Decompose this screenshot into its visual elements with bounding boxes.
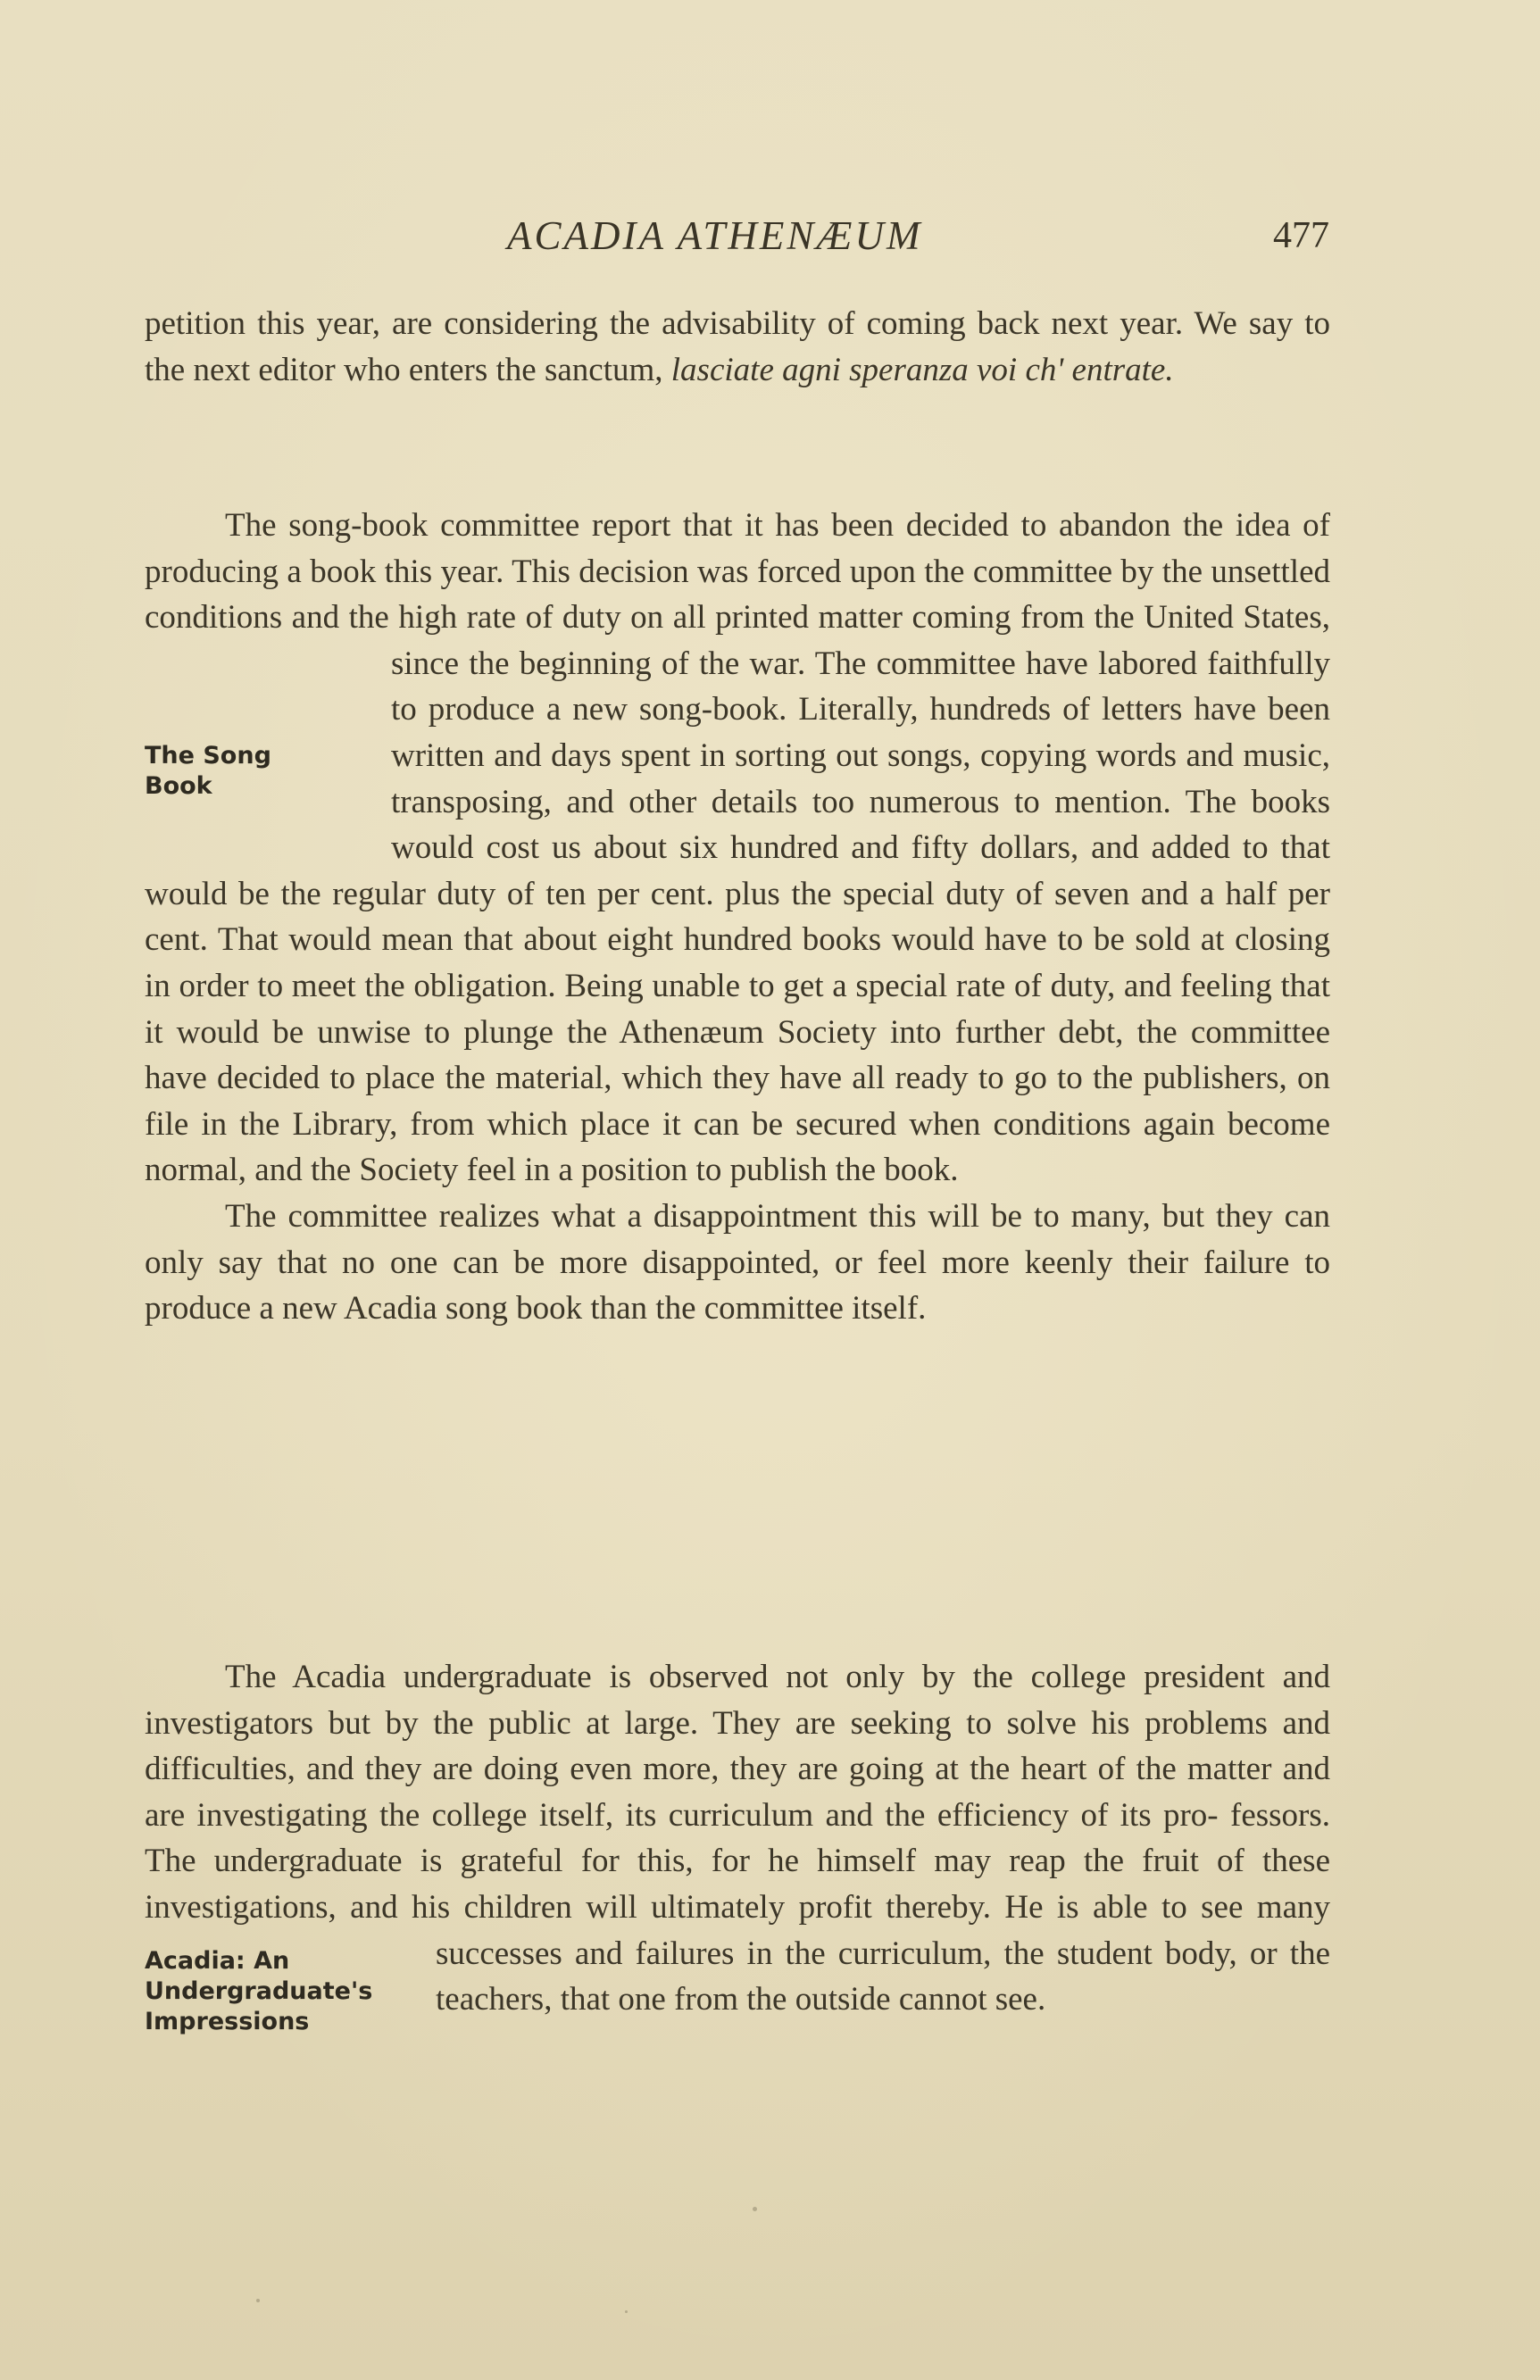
side-note-line: Book xyxy=(145,772,212,800)
paper-speck xyxy=(625,2310,628,2313)
paper-speck xyxy=(256,2299,260,2302)
acadia-section xyxy=(145,1654,1330,2207)
side-note-song-book xyxy=(145,741,350,802)
side-note-line: The Song xyxy=(145,742,271,770)
paragraph-text: The Acadia undergraduate is observed not only by the college president and investigators but by the public at large. They are seeking to solve his problems and difficulties, and they are doing even more, they are going at the heart of the matter and are investigating the college itself, its curriculum and the efficiency of its pro- xyxy=(145,1659,1330,1834)
song-book-section xyxy=(145,503,1330,1332)
paragraph-text: fessors. The undergraduate is grateful for this, for he himself may reap the fruit of these investigations, and his children will ultimately profit thereby. He is able to see many successes and failures in the curriculum, the student body, or the xyxy=(145,1796,1331,1972)
paragraph-text: music, transposing, and other details too numerous to mention. The books would cost us about six hundred and fifty dollars, and added to that would be the regular duty of ten per cent. plus the special duty of seven and a half per cent. That would mean that about eight hundred books would have to be sold at closing in order to meet the obligation. Being unable to get a special rate of duty, and feeling that it would be unwise to plunge the Athenæum Society into further debt, the committee have decided to place the material, which they have all ready to go to the publishers, on file in the Library, from which place it can be secured when conditions again become normal, and the Society feel in a position to publish the book. xyxy=(145,736,1330,1189)
side-note-line: Undergraduate's xyxy=(145,1977,373,2005)
song-book-paragraph: The committee realizes what a disappointment this will be to many, but they can only say that no one can be more disappointed, or feel more keenly their failure to produce a new Acadia song book than the committee itself. xyxy=(145,1197,1330,1327)
paragraph-text: The song-book committee report that it has been decided to abandon the idea of producing a book this year. This decision was forced upon the committee by the unsettled conditions and the high rate of duty on all printed matter coming from the United States, xyxy=(145,507,1330,637)
side-note-line: Acadia: An xyxy=(145,1947,290,1975)
page-number: 477 xyxy=(1273,215,1329,256)
italic-quote: lasciate agni speranza voi ch' entrate. xyxy=(670,351,1174,388)
paragraph-text: since the beginning of the war. The committee have labored faithfully to produce a new song-book. Literally, hundreds of letters have been written and days spent in sorting out songs, copying words and xyxy=(391,645,1330,774)
side-note-acadia xyxy=(145,1946,412,2037)
running-title: ACADIA ATHENÆUM xyxy=(507,213,923,258)
paper-speck xyxy=(753,2207,757,2211)
paragraph-text: petition this year, are considering the advisability of coming back next year. We say to the next editor who enters the sanctum, xyxy=(145,305,1330,388)
paragraph-continuation xyxy=(145,301,1330,393)
side-note-line: Impressions xyxy=(145,2008,310,2035)
running-head xyxy=(0,212,1540,266)
song-book-paragraph xyxy=(145,503,1330,1194)
paragraph-text: teachers, that one from the outside cannot see. xyxy=(436,1981,1046,2018)
